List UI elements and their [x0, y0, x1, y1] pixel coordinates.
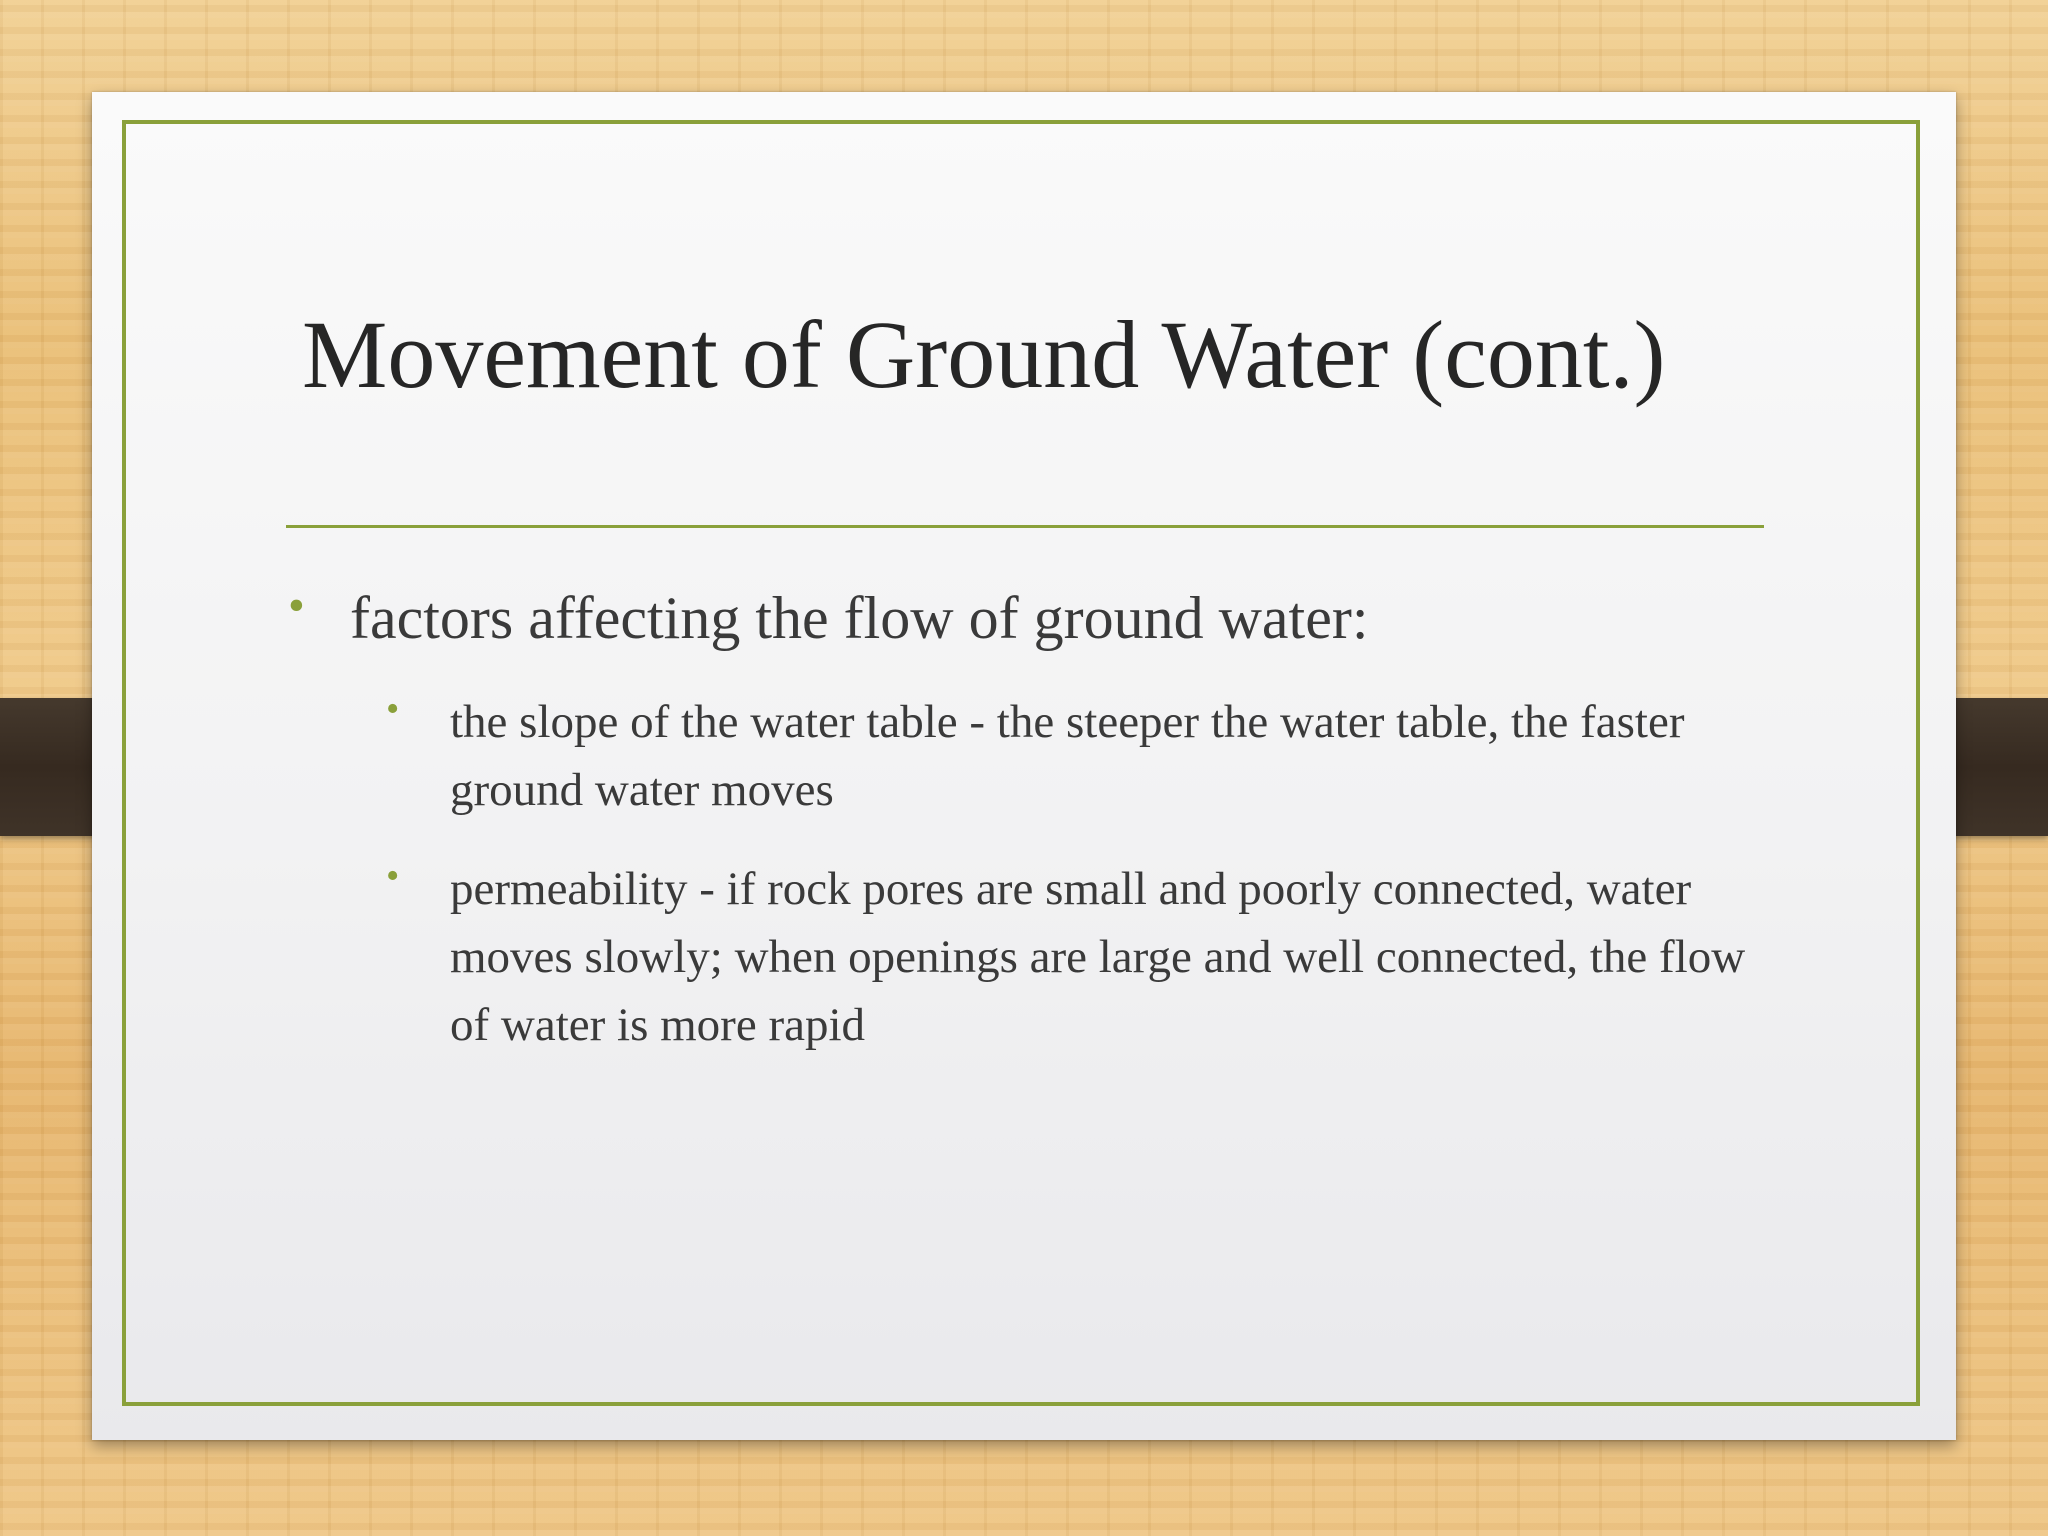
bullet-text-level2: permeability - if rock pores are small and poorly connected, water moves slowly; when openings are large and well connected, the flow of water is more rapid — [450, 863, 1746, 1051]
bullet-dot-icon: • — [288, 579, 305, 632]
slide-title: Movement of Ground Water (cont.) — [302, 301, 1666, 408]
bullet-text-level1: factors affecting the flow of ground water: — [350, 585, 1369, 651]
bullet-text-level2: the slope of the water table - the steeper the water table, the faster ground water moves — [450, 696, 1685, 816]
bullet-dot-icon: • — [386, 855, 400, 897]
title-divider — [286, 525, 1764, 528]
bullet-dot-icon: • — [386, 688, 400, 730]
slide — [92, 92, 1956, 1440]
